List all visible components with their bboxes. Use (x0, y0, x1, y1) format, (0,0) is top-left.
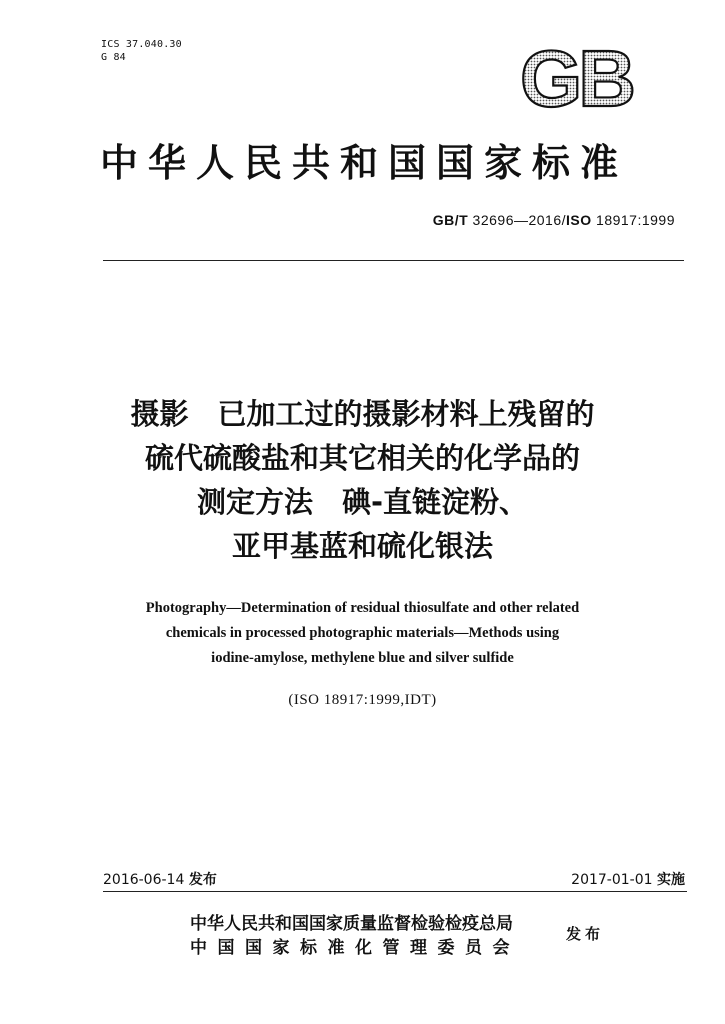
classification-codes (101, 38, 182, 64)
issuing-agencies (190, 912, 520, 960)
gb-logo-text: GB (520, 42, 632, 112)
issued-date-value: 2016-06-14 (103, 872, 185, 888)
national-standard-title: 中华人民共和国国家标准 (100, 140, 629, 185)
standard-number (433, 212, 675, 228)
ccs-code: G 84 (101, 52, 126, 63)
gb-logo (506, 42, 646, 112)
agency-aqsiq: 中华人民共和国国家质量监督检验检疫总局 (190, 914, 513, 934)
chinese-title-line-3: 测定方法 碘-直链淀粉、 (196, 485, 529, 519)
footer-divider (103, 891, 687, 892)
implement-date-value: 2017-01-01 (571, 872, 653, 888)
gb-prefix: GB/T (432, 212, 469, 228)
publish-label: 发布 (566, 925, 605, 943)
chinese-title-line-1: 摄影 已加工过的摄影材料上残留的 (130, 397, 595, 431)
header-divider (103, 260, 684, 261)
agency-sac: 中国国家标准化管理委员会 (190, 938, 520, 958)
iso-reference: (ISO 18917:1999,IDT) (288, 692, 437, 708)
chinese-title-line-4: 亚甲基蓝和硫化银法 (231, 529, 493, 563)
english-title-line-1: Photography—Determination of residual thiosulfate and other related (145, 600, 580, 616)
implement-label: 实施 (657, 872, 685, 888)
implementation-date (571, 869, 685, 889)
ics-code: ICS 37.040.30 (101, 39, 182, 50)
iso-prefix: ISO (566, 212, 592, 228)
gb-number: 32696—2016/ (468, 212, 567, 228)
english-title-line-2: chemicals in processed photographic materials—Methods using (165, 625, 560, 641)
iso-number: 18917:1999 (591, 212, 675, 228)
chinese-title-line-2: 硫代硫酸盐和其它相关的化学品的 (144, 441, 580, 475)
english-title (60, 596, 665, 671)
english-title-line-3: iodine-amylose, methylene blue and silver sulfide (211, 650, 514, 666)
issue-date (103, 869, 217, 889)
chinese-title (60, 392, 665, 568)
issued-label: 发布 (188, 872, 217, 888)
